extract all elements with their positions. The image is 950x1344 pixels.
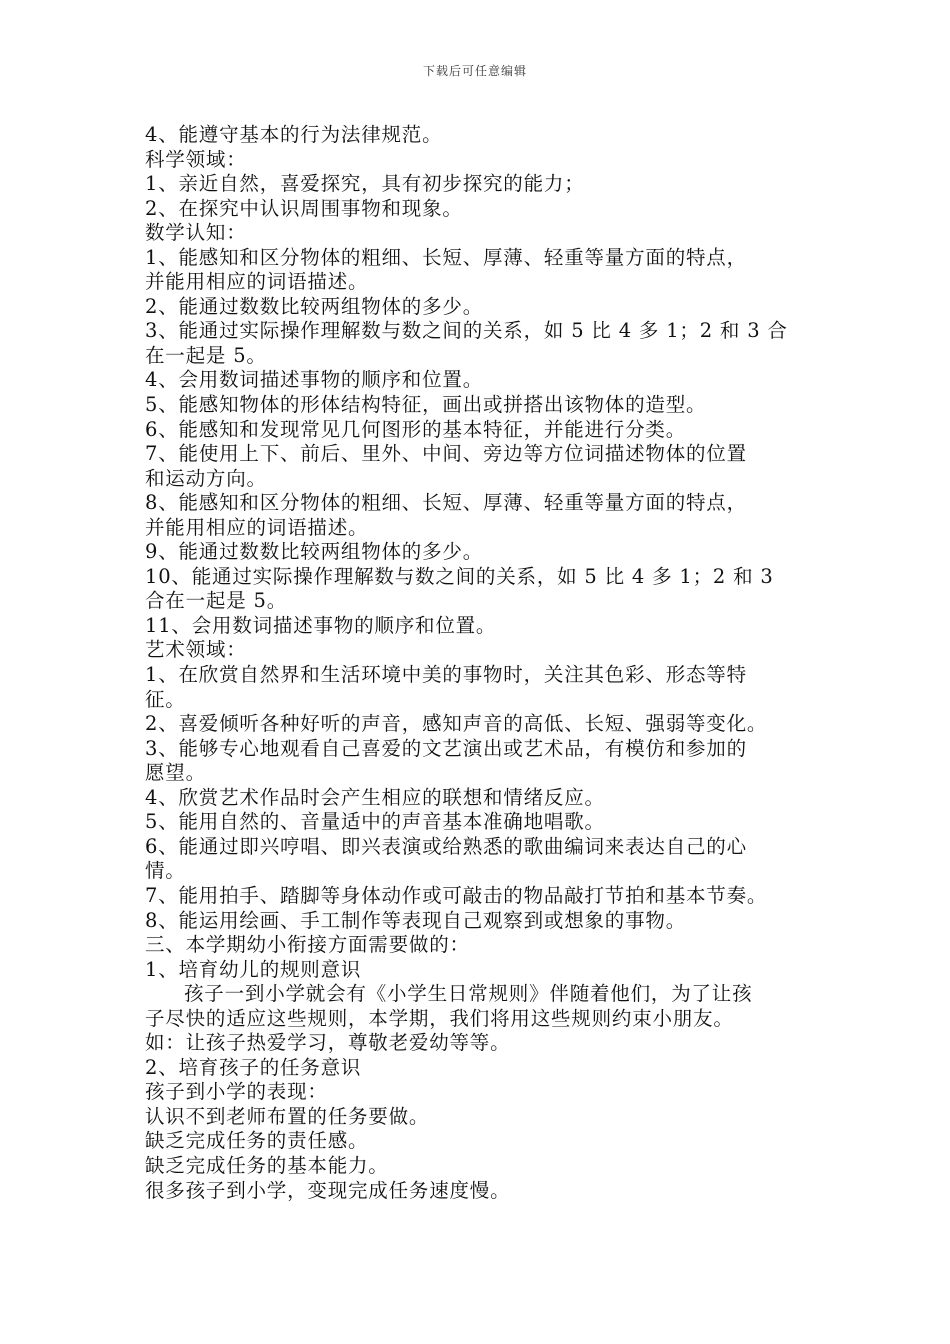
text-line: 5、能用自然的、音量适中的声音基本准确地唱歌。 [145, 810, 605, 834]
text-line: 4、会用数词描述事物的顺序和位置。 [145, 368, 484, 392]
section-heading-math: 数学认知： [145, 221, 247, 245]
paragraph-line-indented: 孩子一到小学就会有《小学生日常规则》伴随着他们，为了让孩 [184, 982, 753, 1006]
text-line: 在一起是 5。 [145, 343, 267, 367]
text-line: 2、在探究中认识周围事物和现象。 [145, 196, 463, 220]
text-line: 愿望。 [145, 761, 206, 785]
text-line: 11、会用数词描述事物的顺序和位置。 [145, 613, 497, 637]
text-line: 并能用相应的词语描述。 [145, 270, 369, 294]
text-line: 并能用相应的词语描述。 [145, 515, 369, 539]
text-line: 孩子到小学的表现： [145, 1080, 328, 1104]
text-line: 7、能用拍手、踏脚等身体动作或可敲击的物品敲打节拍和基本节奏。 [145, 883, 768, 907]
text-line: 3、能够专心地观看自己喜爱的文艺演出或艺术品，有模仿和参加的 [145, 736, 747, 760]
text-line: 4、欣赏艺术作品时会产生相应的联想和情绪反应。 [145, 785, 605, 809]
text-line: 2、能通过数数比较两组物体的多少。 [145, 294, 484, 318]
text-line: 如：让孩子热爱学习，尊敬老爱幼等等。 [145, 1031, 511, 1055]
text-line: 7、能使用上下、前后、里外、中间、旁边等方位词描述物体的位置 [145, 442, 747, 466]
text-line: 和运动方向。 [145, 466, 267, 490]
text-line: 征。 [145, 687, 186, 711]
text-line: 合在一起是 5。 [145, 589, 288, 613]
text-line: 1、在欣赏自然界和生活环境中美的事物时，关注其色彩、形态等特 [145, 663, 747, 687]
section-heading-transition: 三、本学期幼小衔接方面需要做的： [145, 933, 470, 957]
text-line: 很多孩子到小学，变现完成任务速度慢。 [145, 1178, 511, 1202]
text-line: 10、能通过实际操作理解数与数之间的关系，如 5 比 4 多 1；2 和 3 [145, 564, 774, 588]
section-heading-art: 艺术领域： [145, 638, 247, 662]
text-line: 2、喜爱倾听各种好听的声音，感知声音的高低、长短、强弱等变化。 [145, 712, 768, 736]
text-line: 6、能通过即兴哼唱、即兴表演或给熟悉的歌曲编词来表达自己的心 [145, 834, 747, 858]
text-line: 4、能遵守基本的行为法律规范。 [145, 123, 443, 146]
subheading-tasks: 2、培育孩子的任务意识 [145, 1055, 362, 1079]
section-heading-science: 科学领域： [145, 147, 247, 171]
text-line: 3、能通过实际操作理解数与数之间的关系，如 5 比 4 多 1；2 和 3 合 [145, 319, 788, 343]
text-line: 5、能感知物体的形体结构特征，画出或拼搭出该物体的造型。 [145, 393, 707, 417]
text-line: 缺乏完成任务的基本能力。 [145, 1153, 389, 1177]
subheading-rules: 1、培育幼儿的规则意识 [145, 957, 362, 981]
text-line: 6、能感知和发现常见几何图形的基本特征，并能进行分类。 [145, 417, 687, 441]
text-line: 缺乏完成任务的责任感。 [145, 1129, 369, 1153]
text-line: 情。 [145, 859, 186, 883]
text-line: 8、能感知和区分物体的粗细、长短、厚薄、轻重等量方面的特点， [145, 491, 747, 515]
text-line: 9、能通过数数比较两组物体的多少。 [145, 540, 484, 564]
text-line: 1、亲近自然，喜爱探究，具有初步探究的能力； [145, 172, 585, 196]
document-body [145, 123, 815, 1203]
text-line: 子尽快的适应这些规则，本学期，我们将用这些规则约束小朋友。 [145, 1006, 734, 1030]
text-line: 认识不到老师布置的任务要做。 [145, 1104, 430, 1128]
text-line: 1、能感知和区分物体的粗细、长短、厚薄、轻重等量方面的特点， [145, 245, 747, 269]
page-header-note: 下载后可任意编辑 [422, 64, 527, 78]
text-line: 8、能运用绘画、手工制作等表现自己观察到或想象的事物。 [145, 908, 687, 932]
